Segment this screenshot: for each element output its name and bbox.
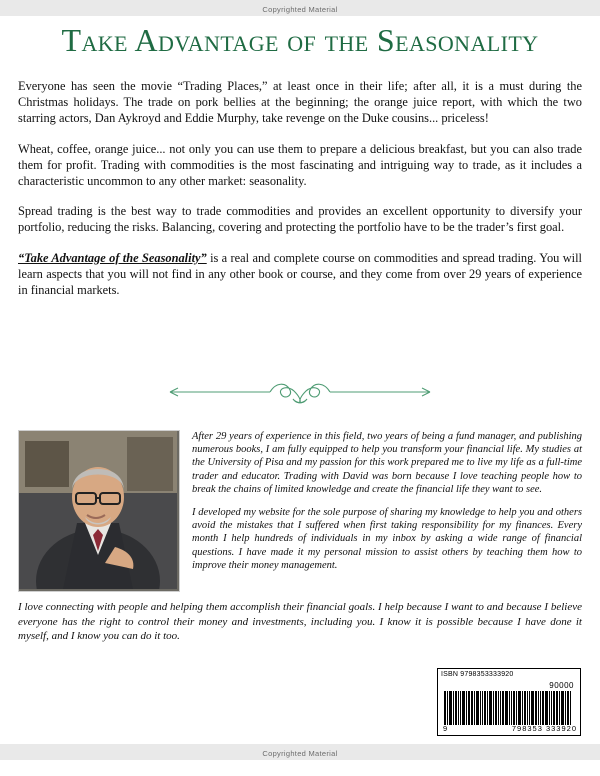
barcode-block xyxy=(437,668,581,736)
paragraph-4-rest: is a real and complete course on commodities and spread trading. You will learn aspects that you will not find in any other book or course, and they come from over 29 years of experience in financial markets. xyxy=(18,250,582,298)
copyright-notice-top: Copyrighted Material xyxy=(262,5,338,14)
bio-paragraph-1: After 29 years of experience in this field, two years of being a fund manager, and publishing numerous books, I am fully equipped to help you transform your financial life. My studies at the University of Pisa and my passion for this work prepared me to live my life as a full-time trader and educator. Trading with David was born because I love teaching people how to break the chains of limited knowledge and create the financial life they want to see. xyxy=(192,431,582,495)
marketing-copy xyxy=(18,78,582,298)
paragraph-1: Everyone has seen the movie “Trading Places,” at least once in their life; after all, it is a must during the Christmas holidays. The trade on pork bellies at the beginning; the orange juice report, with which the two starring actors, Dan Aykroyd and Eddie Murphy, take revenge on the Duke cousins... priceless! xyxy=(18,79,582,126)
barcode-digit-right: 798353 333920 xyxy=(511,724,577,733)
bio-paragraph-2: I developed my website for the sole purpose of sharing my knowledge to help you and others avoid the mistakes that I suffered when first taking responsibility for my finances. Every month I help hundreds of individuals in my inbox by asking a wide range of financial questions. I have made it my personal mission to assist others by teaching them how to improve their money management. xyxy=(192,507,582,571)
price-code: 90000 xyxy=(549,681,574,690)
paragraph-3: Spread trading is the best way to trade commodities and provides an excellent opportunity to diversify your portfolio, reducing the risks. Balancing, covering and protecting the portfolio have to be the trader’s first goal. xyxy=(18,204,582,235)
page-title: Take Advantage of the Seasonality xyxy=(61,22,539,58)
barcode-bars-icon xyxy=(444,691,574,725)
barcode-digit-left: 9 xyxy=(443,724,449,733)
isbn-label: ISBN 9798353333920 xyxy=(441,671,514,678)
barcode-digits xyxy=(443,724,577,733)
author-bio xyxy=(192,430,582,582)
closing-statement: I love connecting with people and helping them accomplish their financial goals. I help because I want to and because I believe everyone has the right to control their money and investments, including you. I know it is possible because I have done it myself, and I know you can do it too. xyxy=(18,601,582,642)
flourish-divider-icon xyxy=(0,376,600,408)
paragraph-4 xyxy=(18,250,582,299)
author-portrait-image xyxy=(18,430,180,592)
paragraph-2: Wheat, coffee, orange juice... not only you can use them to prepare a delicious breakfast, but you can also trade them for profit. Trading with commodities is the most fascinating and intriguing way to trade, as it includes a characteristic uncommon to any other market: seasonality. xyxy=(18,141,582,189)
copyright-notice-bottom: Copyrighted Material xyxy=(262,749,338,758)
book-title-emphasis: “Take Advantage of the Seasonality” xyxy=(18,250,207,265)
